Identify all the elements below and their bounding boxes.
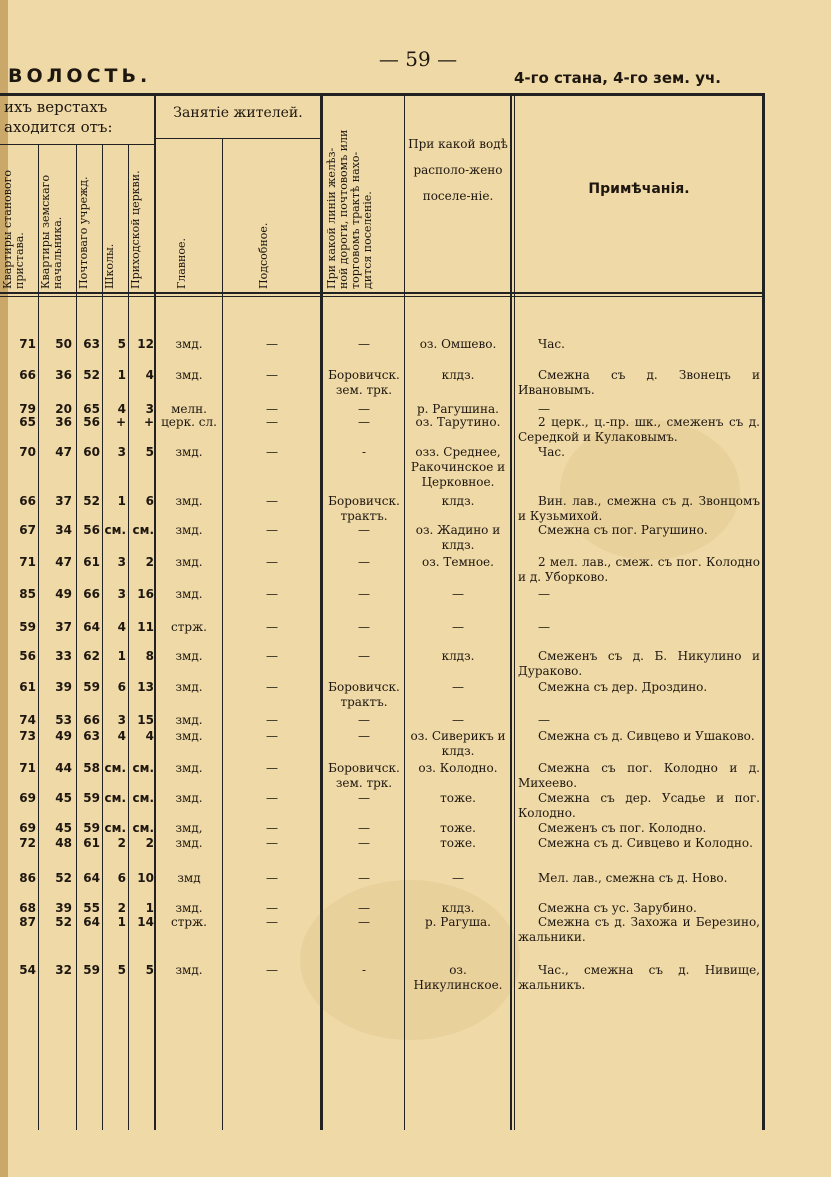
cell-side: — bbox=[266, 915, 278, 929]
cell-side: — bbox=[266, 963, 278, 977]
cell-side: — bbox=[266, 821, 278, 835]
cell-d3: 60 bbox=[83, 445, 100, 459]
cell-d1: 74 bbox=[19, 713, 36, 727]
cell-d1: 66 bbox=[19, 494, 36, 508]
cell-d5: 12 bbox=[137, 337, 154, 351]
cell-d2: 33 bbox=[55, 649, 72, 663]
cell-d4: 1 bbox=[117, 649, 126, 663]
cell-water: клдз. bbox=[441, 368, 475, 382]
cell-water: — bbox=[452, 620, 464, 634]
cell-d4: + bbox=[115, 415, 126, 429]
cell-note: Смежна съ д. Захожа и Березино, жальники. bbox=[518, 915, 760, 944]
cell-d2: 20 bbox=[55, 402, 72, 416]
cell-d1: 70 bbox=[19, 445, 36, 459]
cell-main: змд. bbox=[175, 713, 203, 727]
cell-main: змд. bbox=[175, 523, 203, 537]
cell-road: — bbox=[358, 791, 370, 805]
cell-main: змд. bbox=[175, 901, 203, 915]
cell-d3: 56 bbox=[83, 415, 100, 429]
cell-road: — bbox=[358, 901, 370, 915]
cell-water: оз. Сиверикъ и клдз. bbox=[410, 729, 506, 758]
cell-d4: 2 bbox=[117, 836, 126, 850]
cell-d5: 16 bbox=[137, 587, 154, 601]
cell-d5: 10 bbox=[137, 871, 154, 885]
cell-d2: 44 bbox=[55, 761, 72, 775]
cell-road: — bbox=[358, 620, 370, 634]
cell-road: — bbox=[358, 836, 370, 850]
cell-d3: 59 bbox=[83, 791, 100, 805]
cell-main: змд. bbox=[175, 445, 203, 459]
cell-d5: 13 bbox=[137, 680, 154, 694]
cell-note: — bbox=[538, 713, 550, 727]
cell-main: змд. bbox=[175, 729, 203, 743]
cell-note: Смежна съ д. Сивцево и Колодно. bbox=[538, 836, 753, 850]
cell-road: - bbox=[361, 963, 367, 977]
cell-main: змд. bbox=[175, 368, 203, 382]
cell-note: Мел. лав., смежна съ д. Ново. bbox=[538, 871, 728, 885]
cell-d3: 59 bbox=[83, 680, 100, 694]
cell-d2: 52 bbox=[55, 871, 72, 885]
cell-side: — bbox=[266, 368, 278, 382]
cell-water: — bbox=[452, 871, 464, 885]
cell-d4: 2 bbox=[117, 901, 126, 915]
cell-note: Смежна съ пог. Рагушино. bbox=[538, 523, 708, 537]
cell-d5: 15 bbox=[137, 713, 154, 727]
cell-note: Смеженъ съ пог. Колодно. bbox=[538, 821, 707, 835]
stan-title: 4-го стана, 4-го зем. уч. bbox=[513, 69, 721, 87]
cell-d2: 49 bbox=[55, 587, 72, 601]
col-header-water: При какой водѣ располо-жено поселе-ніе. bbox=[408, 137, 508, 203]
cell-d2: 52 bbox=[55, 915, 72, 929]
cell-note: — bbox=[538, 587, 550, 601]
cell-note: — bbox=[538, 620, 550, 634]
cell-note: Смежна съ д. Сивцево и Ушаково. bbox=[538, 729, 755, 743]
cell-d2: 47 bbox=[55, 555, 72, 569]
cell-main: церк. сл. bbox=[161, 415, 217, 429]
cell-d3: 61 bbox=[83, 836, 100, 850]
cell-main: змд. bbox=[175, 836, 203, 850]
occupation-group-header: Занятіе жителей. bbox=[173, 105, 303, 121]
cell-d5: + bbox=[143, 415, 154, 429]
cell-water: оз. Никулинское. bbox=[413, 963, 503, 992]
cell-d4: 5 bbox=[117, 963, 126, 977]
cell-d5: 11 bbox=[137, 620, 154, 634]
cell-d2: 36 bbox=[55, 368, 72, 382]
cell-water: оз. Тарутино. bbox=[415, 415, 501, 429]
cell-side: — bbox=[266, 901, 278, 915]
col-header-post: Почтоваго учрежд. bbox=[77, 176, 90, 289]
cell-d1: 56 bbox=[19, 649, 36, 663]
cell-d1: 66 bbox=[19, 368, 36, 382]
settlement-table bbox=[0, 93, 766, 1130]
cell-road: Боровичск. трактъ. bbox=[328, 680, 400, 709]
cell-side: — bbox=[266, 761, 278, 775]
cell-road: — bbox=[358, 415, 370, 429]
cell-d4: см. bbox=[104, 791, 126, 805]
cell-d4: 3 bbox=[117, 713, 126, 727]
cell-d4: 4 bbox=[117, 729, 126, 743]
cell-d1: 86 bbox=[19, 871, 36, 885]
cell-d1: 87 bbox=[19, 915, 36, 929]
cell-d3: 64 bbox=[83, 620, 100, 634]
cell-d4: 4 bbox=[117, 620, 126, 634]
cell-road: - bbox=[361, 445, 367, 459]
cell-d2: 34 bbox=[55, 523, 72, 537]
cell-d4: 1 bbox=[117, 494, 126, 508]
cell-road: — bbox=[358, 523, 370, 537]
cell-note: Час. bbox=[538, 337, 565, 351]
cell-note: 2 церк., ц.-пр. шк., смеженъ съ д. Середкой и Кулаковымъ. bbox=[518, 415, 760, 444]
cell-note: Смежна съ дер. Дроздино. bbox=[538, 680, 708, 694]
cell-side: — bbox=[266, 337, 278, 351]
cell-main: стрж. bbox=[171, 915, 207, 929]
cell-d1: 68 bbox=[19, 901, 36, 915]
col-header-notes: Примѣчанія. bbox=[588, 181, 690, 197]
cell-d4: 1 bbox=[117, 368, 126, 382]
cell-d5: см. bbox=[132, 791, 154, 805]
cell-road: Боровичск. трактъ. bbox=[328, 494, 400, 523]
cell-d2: 49 bbox=[55, 729, 72, 743]
cell-water: — bbox=[452, 680, 464, 694]
cell-d2: 39 bbox=[55, 680, 72, 694]
cell-d3: 64 bbox=[83, 915, 100, 929]
col-header-side: Подсобное. bbox=[257, 222, 270, 289]
cell-d3: 59 bbox=[83, 963, 100, 977]
col-header-school: Школы. bbox=[103, 243, 116, 289]
cell-d2: 37 bbox=[55, 620, 72, 634]
cell-d4: 3 bbox=[117, 555, 126, 569]
cell-road: Боровичск. зем. трк. bbox=[328, 761, 400, 790]
cell-side: — bbox=[266, 680, 278, 694]
cell-side: — bbox=[266, 402, 278, 416]
cell-d3: 58 bbox=[83, 761, 100, 775]
cell-main: змд, bbox=[175, 821, 203, 835]
cell-d1: 61 bbox=[19, 680, 36, 694]
cell-water: р. Рагуша. bbox=[424, 915, 491, 929]
cell-side: — bbox=[266, 791, 278, 805]
cell-d5: 4 bbox=[145, 368, 154, 382]
cell-d1: 72 bbox=[19, 836, 36, 850]
cell-d1: 67 bbox=[19, 523, 36, 537]
cell-water: клдз. bbox=[441, 649, 475, 663]
cell-note: 2 мел. лав., смеж. съ пог. Колодно и д. Уборково. bbox=[518, 555, 760, 584]
cell-main: мелн. bbox=[171, 402, 207, 416]
cell-road: — bbox=[358, 337, 370, 351]
cell-main: змд. bbox=[175, 337, 203, 351]
cell-side: — bbox=[266, 620, 278, 634]
cell-side: — bbox=[266, 494, 278, 508]
cell-d5: 5 bbox=[145, 963, 154, 977]
cell-d1: 71 bbox=[19, 761, 36, 775]
cell-water: озз. Среднее, Ракочинское и Церковное. bbox=[410, 445, 506, 489]
cell-note: Смеженъ съ д. Б. Никулино и Дураково. bbox=[518, 649, 760, 678]
cell-d2: 45 bbox=[55, 821, 72, 835]
cell-d2: 48 bbox=[55, 836, 72, 850]
cell-note: Смежна съ д. Звонецъ и Ивановымъ. bbox=[518, 368, 760, 397]
cell-d1: 71 bbox=[19, 337, 36, 351]
cell-d4: 4 bbox=[117, 402, 126, 416]
cell-d3: 55 bbox=[83, 901, 100, 915]
col-header-church: Приходской церкви. bbox=[129, 170, 142, 289]
cell-note: Смежна съ дер. Усадье и пог. Колодно. bbox=[518, 791, 760, 820]
cell-side: — bbox=[266, 555, 278, 569]
cell-d3: 62 bbox=[83, 649, 100, 663]
page-number: — 59 — bbox=[378, 47, 458, 71]
cell-water: р. Рагушина. bbox=[416, 402, 499, 416]
cell-water: тоже. bbox=[440, 821, 476, 835]
cell-road: — bbox=[358, 713, 370, 727]
cell-main: стрж. bbox=[171, 620, 207, 634]
cell-d5: см. bbox=[132, 821, 154, 835]
cell-d2: 47 bbox=[55, 445, 72, 459]
cell-d2: 32 bbox=[55, 963, 72, 977]
cell-side: — bbox=[266, 649, 278, 663]
cell-d5: 1 bbox=[145, 901, 154, 915]
cell-d3: 63 bbox=[83, 729, 100, 743]
cell-d2: 53 bbox=[55, 713, 72, 727]
distance-group-header: ихъ верстахъ аходится отъ: bbox=[4, 98, 113, 136]
cell-road: Боровичск. зем. трк. bbox=[328, 368, 400, 397]
cell-side: — bbox=[266, 713, 278, 727]
cell-d3: 52 bbox=[83, 368, 100, 382]
cell-note: Вин. лав., смежна съ д. Звонцомъ и Кузьмихой. bbox=[518, 494, 760, 523]
cell-road: — bbox=[358, 402, 370, 416]
col-header-railway: При какой линіи желѣз- ной дороги, почтовомъ или торговомъ трактѣ нахо- дится поселеніе. bbox=[325, 129, 374, 289]
cell-d4: 6 bbox=[117, 680, 126, 694]
cell-water: клдз. bbox=[441, 494, 475, 508]
cell-water: тоже. bbox=[440, 791, 476, 805]
cell-main: змд. bbox=[175, 680, 203, 694]
cell-d2: 50 bbox=[55, 337, 72, 351]
cell-main: змд. bbox=[175, 791, 203, 805]
cell-road: — bbox=[358, 915, 370, 929]
cell-d5: 6 bbox=[145, 494, 154, 508]
cell-water: клдз. bbox=[441, 901, 475, 915]
cell-water: оз. Колодно. bbox=[418, 761, 498, 775]
cell-water: оз. Темное. bbox=[422, 555, 494, 569]
cell-d3: 66 bbox=[83, 587, 100, 601]
cell-main: змд. bbox=[175, 494, 203, 508]
cell-side: — bbox=[266, 587, 278, 601]
cell-d1: 85 bbox=[19, 587, 36, 601]
cell-d1: 69 bbox=[19, 821, 36, 835]
cell-road: — bbox=[358, 871, 370, 885]
cell-road: — bbox=[358, 729, 370, 743]
cell-main: змд. bbox=[175, 649, 203, 663]
cell-side: — bbox=[266, 415, 278, 429]
cell-d4: см. bbox=[104, 821, 126, 835]
cell-water: оз. Омшево. bbox=[419, 337, 497, 351]
cell-d2: 45 bbox=[55, 791, 72, 805]
cell-water: оз. Жадино и клдз. bbox=[415, 523, 501, 552]
cell-d1: 65 bbox=[19, 415, 36, 429]
cell-d1: 69 bbox=[19, 791, 36, 805]
cell-side: — bbox=[266, 523, 278, 537]
cell-d5: 3 bbox=[145, 402, 154, 416]
cell-d2: 39 bbox=[55, 901, 72, 915]
cell-main: змд. bbox=[175, 555, 203, 569]
cell-road: — bbox=[358, 555, 370, 569]
cell-d4: 5 bbox=[117, 337, 126, 351]
cell-d3: 64 bbox=[83, 871, 100, 885]
cell-d4: см. bbox=[104, 761, 126, 775]
cell-d2: 37 bbox=[55, 494, 72, 508]
cell-water: — bbox=[452, 587, 464, 601]
cell-main: змд bbox=[177, 871, 201, 885]
cell-d5: 8 bbox=[145, 649, 154, 663]
col-header-stanovoy: Квартиры станового пристава. bbox=[1, 170, 26, 289]
cell-note: Час. bbox=[538, 445, 565, 459]
cell-main: змд. bbox=[175, 761, 203, 775]
cell-d1: 79 bbox=[19, 402, 36, 416]
cell-d3: 61 bbox=[83, 555, 100, 569]
cell-main: змд. bbox=[175, 587, 203, 601]
cell-note: Смежна съ ус. Зарубино. bbox=[538, 901, 697, 915]
cell-d5: 2 bbox=[145, 555, 154, 569]
cell-d4: см. bbox=[104, 523, 126, 537]
cell-d4: 3 bbox=[117, 445, 126, 459]
cell-d3: 56 bbox=[83, 523, 100, 537]
cell-d2: 36 bbox=[55, 415, 72, 429]
cell-d5: 4 bbox=[145, 729, 154, 743]
cell-d3: 52 bbox=[83, 494, 100, 508]
volost-title: ВОЛОСТЬ. bbox=[8, 65, 152, 87]
cell-road: — bbox=[358, 821, 370, 835]
cell-side: — bbox=[266, 871, 278, 885]
cell-d4: 6 bbox=[117, 871, 126, 885]
cell-side: — bbox=[266, 729, 278, 743]
cell-side: — bbox=[266, 445, 278, 459]
cell-note: Смежна съ пог. Колодно и д. Михеево. bbox=[518, 761, 760, 790]
cell-d4: 3 bbox=[117, 587, 126, 601]
cell-d5: 2 bbox=[145, 836, 154, 850]
cell-d3: 66 bbox=[83, 713, 100, 727]
cell-water: — bbox=[452, 713, 464, 727]
cell-d1: 54 bbox=[19, 963, 36, 977]
cell-note: Час., смежна съ д. Нивище, жальникъ. bbox=[518, 963, 760, 992]
cell-d4: 1 bbox=[117, 915, 126, 929]
cell-d5: 5 bbox=[145, 445, 154, 459]
cell-d5: см. bbox=[132, 523, 154, 537]
cell-road: — bbox=[358, 649, 370, 663]
cell-main: змд. bbox=[175, 963, 203, 977]
cell-d3: 63 bbox=[83, 337, 100, 351]
cell-d5: 14 bbox=[137, 915, 154, 929]
cell-d3: 59 bbox=[83, 821, 100, 835]
cell-d3: 65 bbox=[83, 402, 100, 416]
cell-note: — bbox=[538, 402, 550, 416]
cell-water: тоже. bbox=[440, 836, 476, 850]
col-header-zemsky: Квартиры земскаго начальника. bbox=[39, 174, 64, 289]
cell-road: — bbox=[358, 587, 370, 601]
cell-d1: 71 bbox=[19, 555, 36, 569]
cell-d1: 59 bbox=[19, 620, 36, 634]
cell-d5: см. bbox=[132, 761, 154, 775]
cell-side: — bbox=[266, 836, 278, 850]
cell-d1: 73 bbox=[19, 729, 36, 743]
col-header-main: Главное. bbox=[175, 238, 188, 289]
